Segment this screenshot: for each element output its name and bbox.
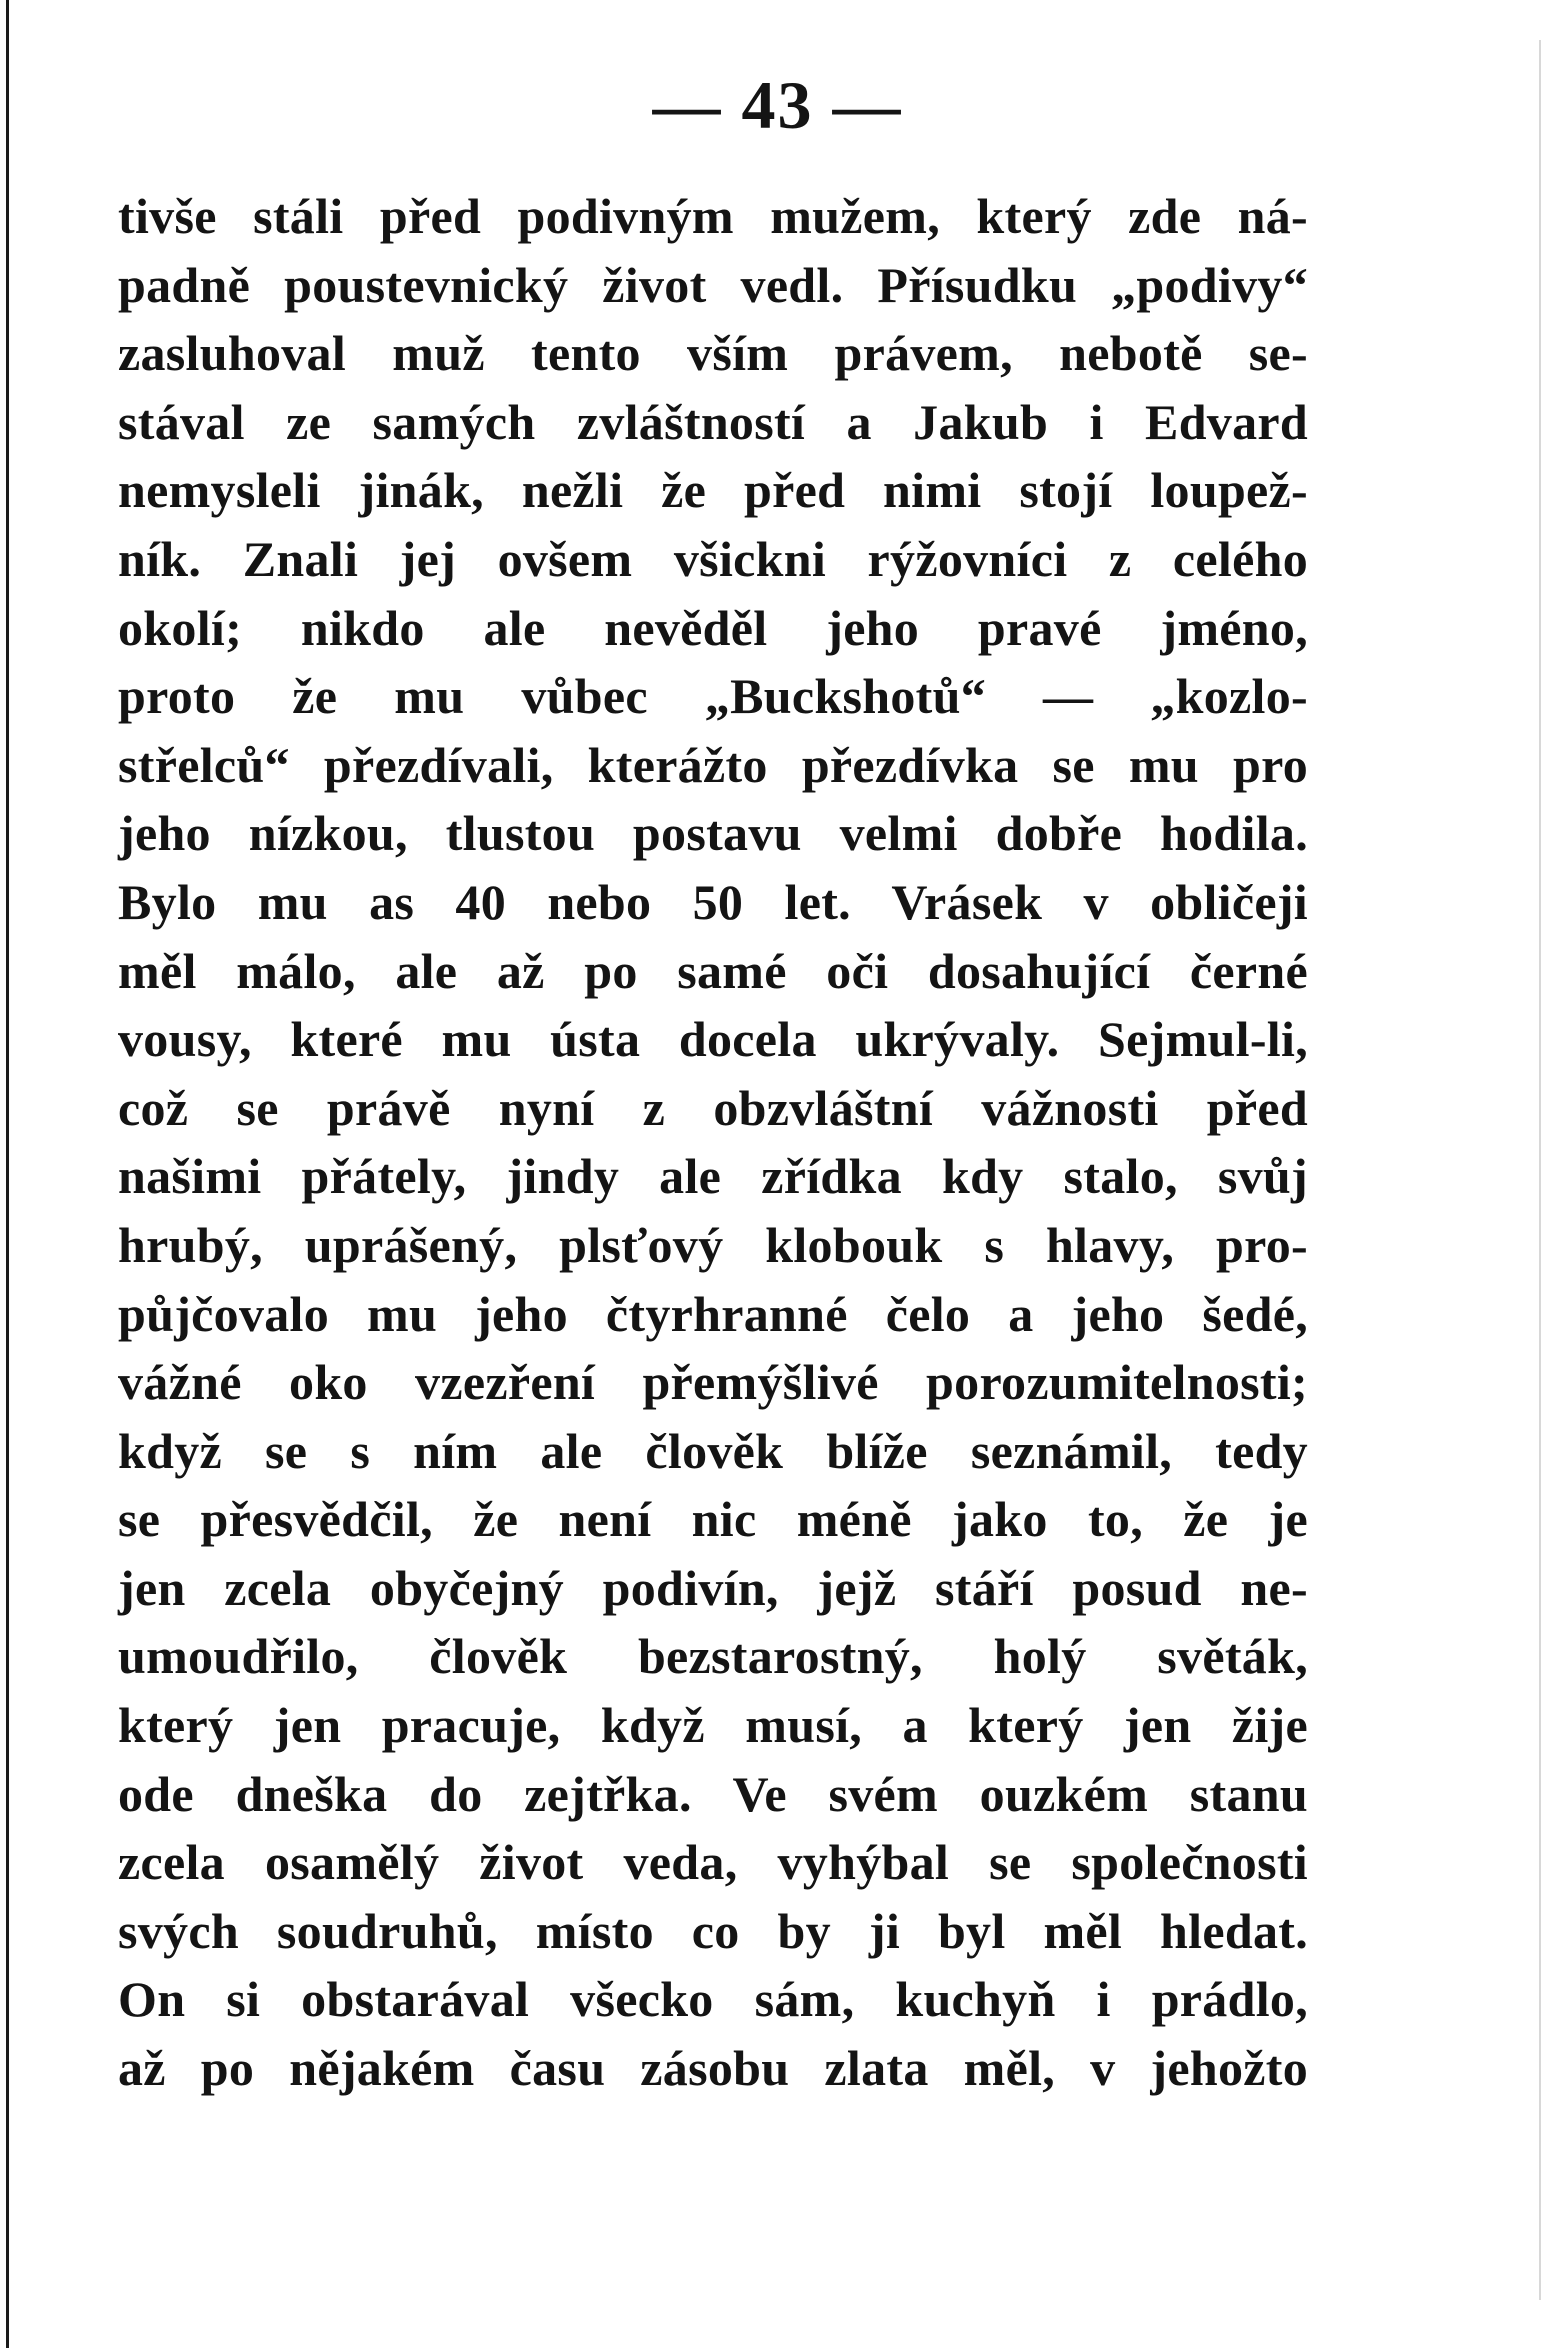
text-line: když se s ním ale člověk blíže seznámil, tedy: [118, 1422, 1308, 1479]
text-line: svých soudruhů, místo co by ji byl měl hledat.: [118, 1902, 1308, 1959]
text-line: střelců“ přezdívali, kterážto přezdívka se mu pro: [118, 736, 1308, 793]
text-line: On si obstarával všecko sám, kuchyň i prádlo,: [118, 1971, 1308, 2028]
text-line: Bylo mu as 40 nebo 50 let. Vrásek v obličeji: [118, 873, 1308, 930]
page-number-header: — 43 —: [652, 67, 903, 143]
text-line: půjčovalo mu jeho čtyrhranné čelo a jeho šedé,: [118, 1285, 1308, 1342]
text-line: jeho nízkou, tlustou postavu velmi dobře hodila.: [118, 805, 1308, 862]
body-text: [118, 182, 1308, 2103]
text-line: se přesvědčil, že není nic méně jako to, že je: [118, 1491, 1308, 1548]
text-line: zasluhoval muž tento vším právem, nebotě se-: [118, 325, 1308, 382]
text-line: umoudřilo, člověk bezstarostný, holý světák,: [118, 1628, 1308, 1685]
text-line: měl málo, ale až po samé oči dosahující černé: [118, 942, 1308, 999]
text-line: tivše stáli před podivným mužem, který zde ná-: [118, 188, 1308, 244]
text-line: ode dneška do zejtřka. Ve svém ouzkém stanu: [118, 1765, 1308, 1822]
text-line: hrubý, uprášený, plsťový klobouk s hlavy, pro-: [118, 1216, 1308, 1273]
text-line: jen zcela obyčejný podivín, jejž stáří posud ne-: [118, 1559, 1308, 1616]
text-line: což se právě nyní z obzvláštní vážnosti před: [118, 1079, 1308, 1136]
text-line: ník. Znali jej ovšem všickni rýžovníci z celého: [118, 530, 1308, 587]
page-right-edge: [1539, 40, 1541, 2300]
text-line: padně poustevnický život vedl. Přísudku „podivy“: [118, 256, 1308, 313]
text-line: okolí; nikdo ale nevěděl jeho pravé jméno,: [118, 599, 1308, 656]
text-line: který jen pracuje, když musí, a který jen žije: [118, 1697, 1308, 1754]
text-line: vousy, které mu ústa docela ukrývaly. Sejmul-li,: [118, 1011, 1308, 1068]
text-line: vážné oko vzezření přemýšlivé porozumitelnosti;: [118, 1354, 1308, 1411]
page-left-border: [6, 0, 9, 2348]
text-line: stával ze samých zvláštností a Jakub i Edvard: [118, 393, 1308, 450]
text-line: našimi přátely, jindy ale zřídka kdy stalo, svůj: [118, 1148, 1308, 1205]
text-line: proto že mu vůbec „Buckshotů“ — „kozlo-: [118, 668, 1308, 725]
text-line: zcela osamělý život veda, vyhýbal se společnosti: [118, 1834, 1308, 1891]
text-line: nemysleli jinák, nežli že před nimi stojí loupež-: [118, 462, 1308, 519]
text-line: až po nějakém času zásobu zlata měl, v jehožto: [118, 2040, 1308, 2097]
